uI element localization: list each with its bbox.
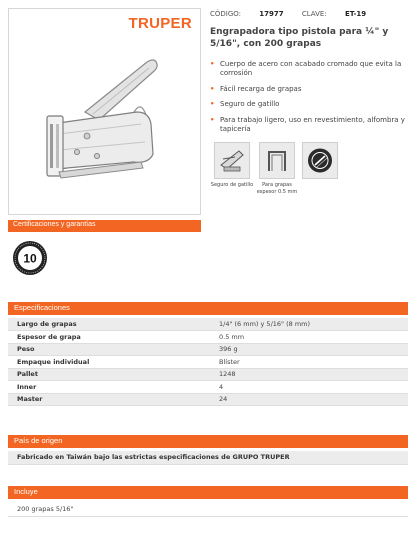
spec-value: 4 — [210, 381, 408, 394]
staple-icon — [259, 142, 295, 179]
origin-text: Fabricado en Taiwán bajo las estrictas especificaciones de GRUPO TRUPER — [8, 451, 408, 465]
feature-list — [210, 60, 408, 141]
chrome-finish-icon — [302, 142, 338, 179]
warranty-badge-number: 10 — [23, 251, 37, 266]
code-label: CÓDIGO: — [210, 10, 242, 18]
trigger-lock-caption: Seguro de gatillo — [210, 182, 254, 188]
spec-label: Inner — [8, 381, 210, 394]
feature-item: • Cuerpo de acero con acabado cromado que evita la corrosión — [210, 60, 408, 79]
key-value: ET-19 — [344, 10, 367, 18]
product-meta — [210, 10, 382, 18]
table-row — [8, 343, 408, 356]
key-label: CLAVE: — [301, 10, 327, 18]
key-field — [302, 10, 366, 18]
table-row — [8, 331, 408, 344]
certifications-header: Certificaciones y garantías — [8, 220, 201, 232]
spec-value: 0.5 mm — [210, 331, 408, 344]
spec-label: Empaque individual — [8, 356, 210, 369]
warranty-badge-icon — [12, 240, 48, 276]
table-row — [8, 356, 408, 369]
truper-logo: TRUPER — [128, 15, 192, 32]
table-row — [8, 381, 408, 394]
trigger-lock-icon — [214, 142, 250, 179]
spec-label: Master — [8, 393, 210, 406]
spec-value: 24 — [210, 393, 408, 406]
product-image-panel — [8, 8, 201, 215]
specs-table — [8, 318, 408, 406]
table-row — [8, 393, 408, 406]
feature-item: • Seguro de gatillo — [210, 100, 408, 109]
table-row — [8, 318, 408, 331]
staple-gun-image — [37, 54, 177, 204]
spec-value: 396 g — [210, 343, 408, 356]
spec-label: Espesor de grapa — [8, 331, 210, 344]
staple-caption: Para grapas espesor 0.5 mm — [256, 182, 298, 195]
table-row — [8, 368, 408, 381]
spec-value: Blíster — [210, 356, 408, 369]
code-value: 17977 — [259, 10, 284, 18]
spec-label: Largo de grapas — [8, 318, 210, 331]
code-field — [210, 10, 284, 18]
spec-label: Peso — [8, 343, 210, 356]
product-title: Engrapadora tipo pistola para ¼" y 5/16", con 200 grapas — [210, 27, 389, 49]
spec-value: 1248 — [210, 368, 408, 381]
includes-text: 200 grapas 5/16" — [8, 503, 408, 517]
feature-item: • Para trabajo ligero, uso en revestimiento, alfombra y tapicería — [210, 116, 408, 135]
spec-label: Pallet — [8, 368, 210, 381]
specs-header: Especificaciones — [8, 302, 408, 315]
includes-header: Incluye — [8, 486, 408, 499]
feature-item: • Fácil recarga de grapas — [210, 85, 408, 94]
spec-value: 1/4" (6 mm) y 5/16" (8 mm) — [210, 318, 408, 331]
origin-header: País de origen — [8, 435, 408, 448]
